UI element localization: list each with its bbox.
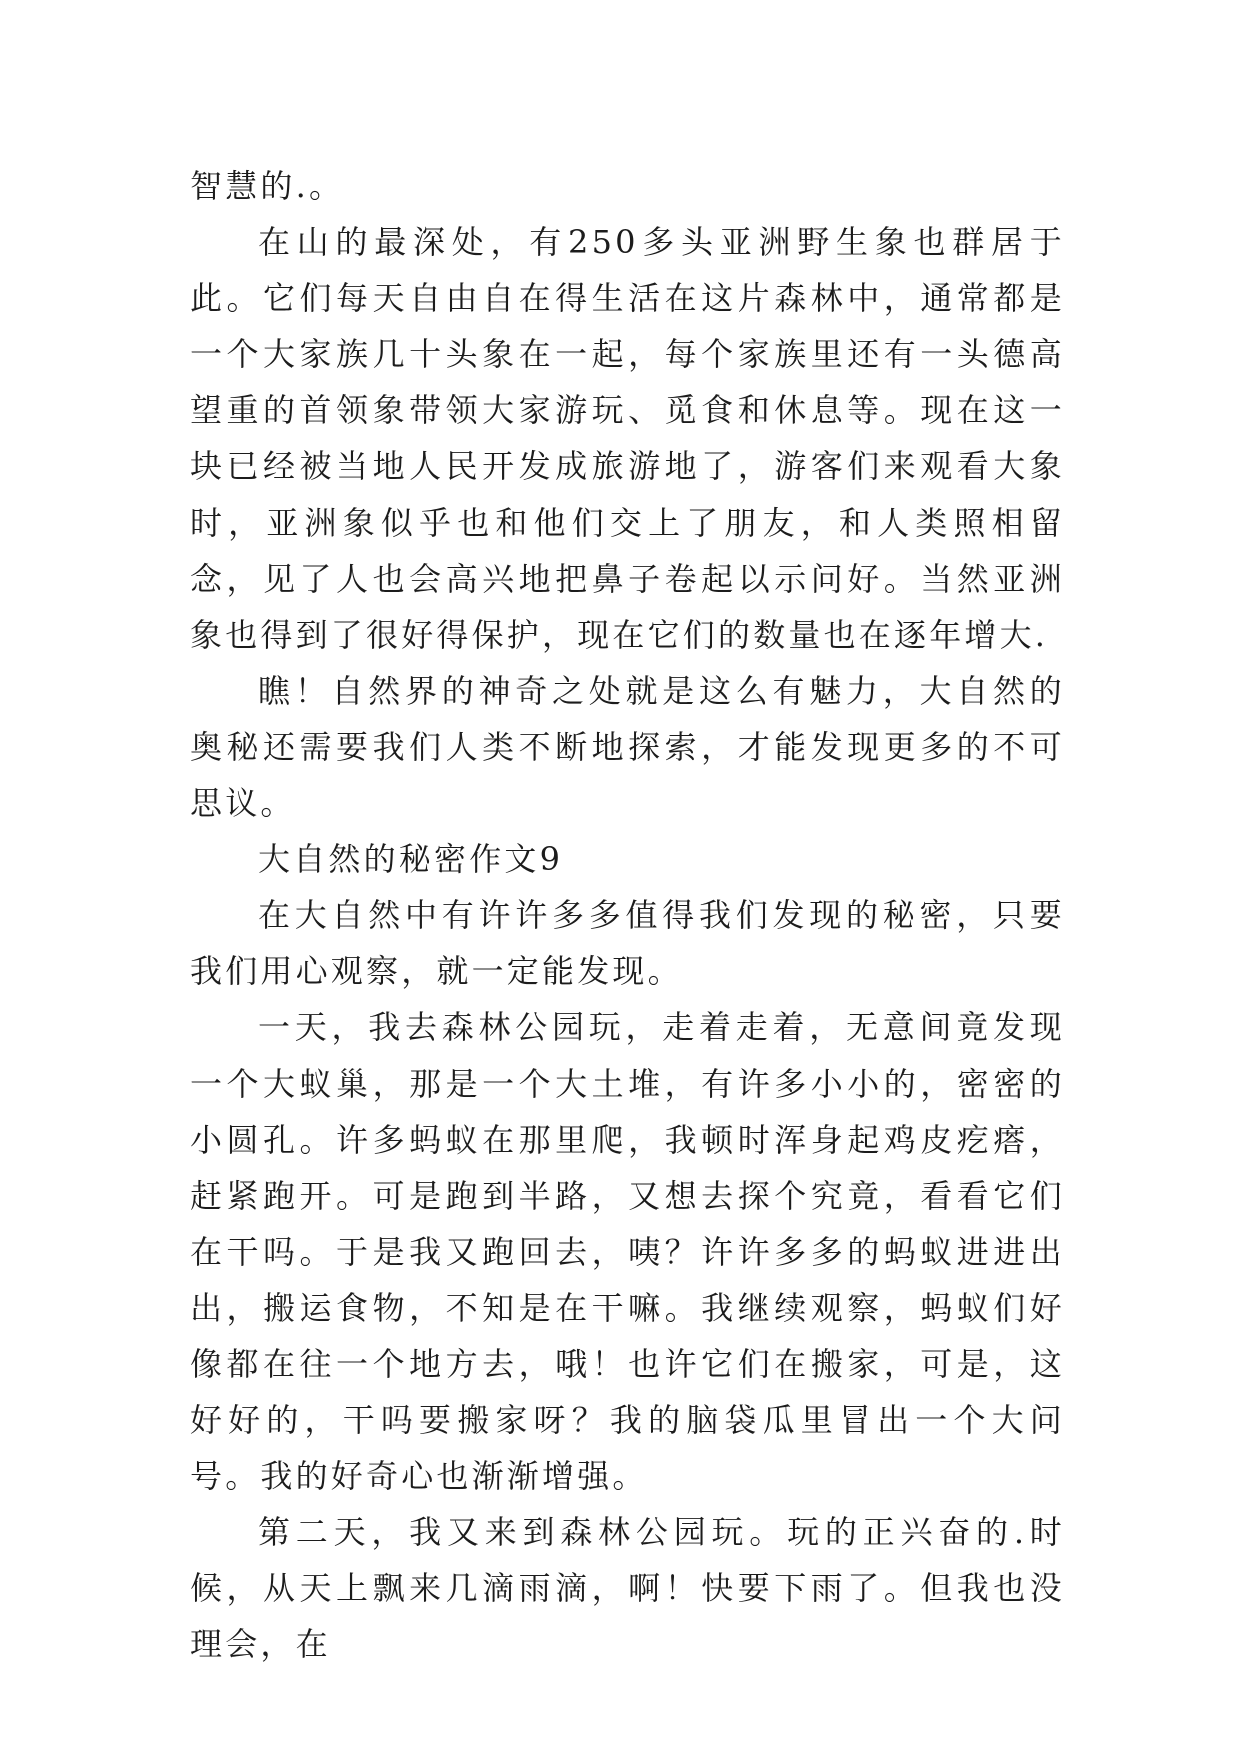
paragraph-5: 一天，我去森林公园玩，走着走着，无意间竟发现一个大蚁巢，那是一个大土堆，有许多小小的，密密的小圆孔。许多蚂蚁在那里爬，我顿时浑身起鸡皮疙瘩，赶紧跑开。可是跑到半路，又想去探个究竟，看看它们在干吗。于是我又跑回去，咦？许许多多的蚂蚁进进出出，搬运食物，不知是在干嘛。我继续观察，蚂蚁们好像都在往一个地方去，哦！也许它们在搬家，可是，这好好的，干吗要搬家呀？我的脑袋瓜里冒出一个大问号。我的好奇心也渐渐增强。 bbox=[190, 1008, 1065, 1496]
document-body bbox=[190, 158, 1065, 1673]
paragraph-6: 第二天，我又来到森林公园玩。玩的正兴奋的.时候，从天上飘来几滴雨滴，啊！快要下雨了。但我也没理会，在 bbox=[190, 1513, 1065, 1664]
paragraph-1: 智慧的.。 bbox=[190, 167, 345, 205]
paragraph-2: 在山的最深处，有250多头亚洲野生象也群居于此。它们每天自由自在得生活在这片森林中，通常都是一个大家族几十头象在一起，每个家族里还有一头德高望重的首领象带领大家游玩、觅食和休息等。现在这一块已经被当地人民开发成旅游地了，游客们来观看大象时，亚洲象似乎也和他们交上了朋友，和人类照相留念，见了人也会高兴地把鼻子卷起以示问好。当然亚洲象也得到了很好得保护，现在它们的数量也在逐年增大. bbox=[190, 223, 1065, 654]
paragraph-3: 瞧！自然界的神奇之处就是这么有魅力，大自然的奥秘还需要我们人类不断地探索，才能发现更多的不可思议。 bbox=[190, 671, 1065, 823]
section-heading: 大自然的秘密作文9 bbox=[258, 840, 564, 879]
paragraph-4: 在大自然中有许许多多值得我们发现的秘密，只要我们用心观察，就一定能发现。 bbox=[190, 896, 1065, 991]
